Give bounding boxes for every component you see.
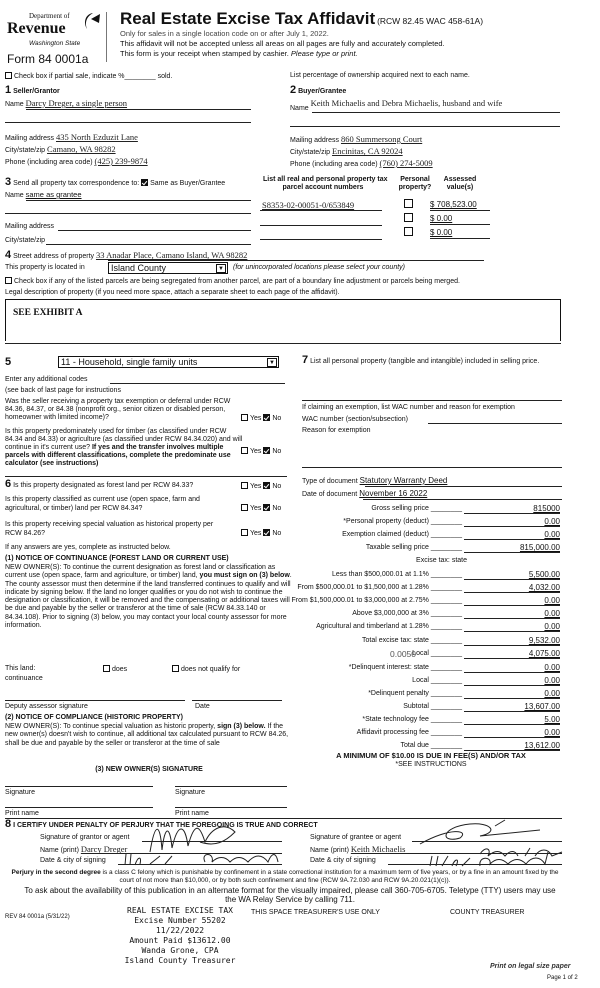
tax-row-label: Taxable selling price ________ (365, 544, 462, 551)
parcel-header (263, 176, 388, 192)
county-select[interactable] (108, 262, 228, 274)
notice-continuance-text (5, 564, 293, 630)
tax-row (300, 702, 562, 712)
section-num: 2 (290, 84, 297, 96)
use-code-value: 11 - Household, single family units (61, 357, 198, 367)
handwritten-signatures (0, 812, 600, 872)
section-num: 5 (5, 356, 12, 368)
tax-row-value[interactable]: 0.00 (464, 517, 560, 527)
no-checkbox[interactable] (263, 482, 270, 489)
tax-row (300, 741, 562, 751)
codes-label: Enter any additional codes (5, 376, 88, 383)
yes-checkbox[interactable] (241, 447, 248, 454)
personal-property-field[interactable] (302, 400, 562, 401)
label: Name (290, 105, 309, 112)
tax-row-value[interactable]: 0.00 (464, 622, 560, 632)
grantor-name[interactable]: Darcy Dreger (80, 844, 128, 854)
q-text: Is this property designated as forest land per RCW 84.33? (13, 482, 194, 489)
perjury-notice (5, 869, 565, 884)
deputy-date-field[interactable] (192, 700, 282, 701)
label: Type of document (302, 478, 358, 485)
grantee-signature-label: Signature of grantee or agent (310, 834, 402, 841)
tax-row-label: Local ________ (412, 677, 462, 684)
label: Phone (including area code) (5, 159, 93, 166)
same-as-buyer-label: Same as Buyer/Grantee (150, 180, 226, 187)
header-line3-text: This form is your receipt when stamped by cashier. (120, 49, 289, 58)
notice-compliance-title: (2) NOTICE OF COMPLIANCE (HISTORIC PROPERTY) (5, 714, 183, 721)
stamp-line: 11/22/2022 (155, 926, 205, 935)
parcel-number[interactable]: S8353-02-00051-0/653849 (262, 200, 355, 210)
yes-label: Yes (250, 505, 262, 512)
header-line1: Only for sales in a single location code on or after July 1, 2022. (120, 29, 329, 38)
exemption-note: If claiming an exemption, list WAC number and reason for exemption (302, 404, 515, 411)
does-not-checkbox[interactable] (172, 665, 179, 672)
seller-phone-row (5, 157, 148, 167)
section-num: 1 (5, 84, 12, 96)
no-label: No (272, 448, 282, 455)
grantee-name[interactable]: Keith Michaelis (350, 844, 406, 854)
current-use-question: Is this property classified as current use (open space, farm and agricultural, or timber) land per RCW 84.34? (5, 496, 200, 512)
buyer-phone-row (290, 159, 433, 169)
t: you must sign on (3) below (199, 572, 290, 580)
tax-row-value[interactable]: 0.00 (464, 609, 560, 619)
located-label: This property is located in (5, 264, 85, 271)
assessed-header (435, 176, 485, 192)
corr-heading (5, 178, 225, 188)
print-name-field[interactable] (175, 807, 287, 808)
no-label: No (272, 483, 282, 490)
label: Mailing address (290, 137, 340, 144)
divider (5, 343, 561, 344)
property-street[interactable]: 33 Anadar Place, Camano Island, WA 98282 (95, 250, 248, 260)
tax-row (300, 609, 562, 619)
tax-row (291, 596, 562, 606)
header-divider (106, 12, 107, 62)
revenue-logo-icon (81, 10, 101, 34)
h: Assessed (443, 176, 477, 183)
line (363, 499, 562, 500)
seller-name[interactable]: Darcy Dreger, a single person (25, 98, 128, 108)
q2-bold: If yes and the transfer involves multiple parcels with different classifications, complete the predominate use calculator (see instructions) (5, 444, 231, 467)
no-checkbox[interactable] (263, 529, 270, 536)
t: is a class C felony which is punishable by confinement in a state correctional institution for a maximum term of five years, or by a fine in an amount fixed by the court of not more than $10,000, or by both such confinement and fine (RCW 9A.72.030 and RCW 9A.20.021(1)(c)). (102, 869, 559, 884)
label: City/state/zip (5, 147, 46, 154)
grantee-signature (420, 820, 540, 844)
stamp-line: Amount Paid $13612.00 (129, 936, 231, 945)
yes-label: Yes (250, 483, 262, 490)
wac-field[interactable] (428, 423, 562, 424)
section-num: 7 (302, 354, 309, 366)
does-not-option (172, 665, 240, 674)
partial-sale: Check box if partial sale, indicate %________ sold. (5, 72, 172, 81)
label: Date of document (302, 491, 358, 498)
corr-city-field[interactable] (46, 244, 251, 245)
revision: REV 84 0001a (5/31/22) (5, 914, 70, 920)
no-checkbox[interactable] (263, 447, 270, 454)
accessibility-notice: To ask about the availability of this publication in an alternate format for the visually impaired, please call 360-705-6705. Teletype (TTY) users may use the WA Relay Service by calling 711. (24, 886, 556, 904)
deputy-label: Deputy assessor signature (5, 703, 88, 710)
forest-question (5, 480, 193, 490)
doc-type-row (302, 477, 447, 486)
buyer-name-row (290, 98, 503, 112)
line (290, 126, 560, 127)
yes-checkbox[interactable] (241, 504, 248, 511)
personal-checkbox[interactable] (404, 227, 415, 238)
corr-mail-label: Mailing address (5, 223, 55, 230)
codes-note: (see back of last page for instructions (5, 387, 121, 394)
q-historical-yes-no (241, 529, 281, 538)
doc-type[interactable]: Statutory Warranty Deed (359, 476, 448, 485)
does-not-label: does not qualify for (181, 666, 241, 673)
assessed-value[interactable]: $ 708,523.00 (430, 200, 477, 209)
h: value(s) (446, 184, 474, 191)
h: parcel account numbers (282, 184, 364, 191)
label: Street address of property (13, 253, 95, 260)
tax-row-value[interactable]: 5.00 (464, 715, 560, 725)
stamp-line: REAL ESTATE EXCISE TAX (127, 906, 233, 915)
tax-row (300, 636, 562, 646)
logo-dept: Department of (29, 12, 70, 20)
if-yes-note: If any answers are yes, complete as instructed below. (5, 544, 171, 551)
tax-row-label: *Personal property (deduct) ________ (343, 518, 462, 525)
chevron-down-icon[interactable]: ▼ (267, 358, 277, 367)
tax-row (300, 556, 562, 566)
tax-row (300, 663, 562, 673)
deputy-signature-field[interactable] (5, 700, 185, 701)
new-owner-signature-title: (3) NEW OWNER(S) SIGNATURE (95, 766, 203, 773)
t: NEW OWNER(S): To continue the current designation as forest land or classification as current use (open space, farm and agriculture, or timber) land, (5, 564, 276, 580)
tax-row (300, 689, 562, 699)
tax-row-value[interactable]: 815000 (464, 504, 560, 514)
notice-continuance-title: (1) NOTICE OF CONTINUANCE (FOREST LAND OR CURRENT USE) (5, 555, 229, 562)
t: NEW OWNER(S): To continue special valuation as historic property, (5, 723, 216, 730)
doc-date-row (302, 490, 427, 499)
dor-logo (5, 8, 103, 68)
parcel-number[interactable] (260, 239, 382, 240)
same-as-buyer-checkbox[interactable] (141, 179, 148, 186)
t: If the new owner(s) doesn't wish to continue, all additional tax calculated pursuant to RCW 84.26, shall be due and payable by the seller or transferor at the time of sale (5, 723, 289, 747)
reason-field[interactable] (302, 467, 562, 468)
partial-sale-checkbox[interactable] (5, 72, 12, 79)
tax-row (300, 676, 562, 686)
tax-row-label: Total due ________ (400, 742, 462, 749)
buyer-city-row (290, 147, 403, 157)
timber-question (5, 428, 245, 468)
chevron-down-icon[interactable]: ▼ (216, 264, 226, 273)
print-name-label: Print name (5, 810, 39, 817)
tax-row-value[interactable]: 9,532.00 (464, 636, 560, 646)
line (260, 210, 382, 211)
tax-row-label: From $500,000.01 to $1,500,000 at 1.28% ________ (297, 584, 462, 591)
stamp-line: Wanda Grone, CPA (141, 946, 219, 955)
tax-row-value[interactable]: 815,000.00 (464, 543, 560, 553)
tax-row-value[interactable]: 0.00 (464, 689, 560, 699)
seller-name-row (5, 99, 127, 109)
tax-row-label: Total excise tax: state ________ (361, 637, 462, 644)
assessed-value[interactable]: $ 0.00 (430, 214, 453, 223)
partial-sold: sold. (157, 73, 173, 80)
grantor-signature (150, 827, 235, 852)
form-number: Form 84 0001a (7, 52, 89, 66)
seller-mail[interactable]: 435 North Ezduzit Lane (55, 132, 138, 142)
tax-row-value[interactable]: 4,075.00 (464, 649, 560, 659)
personal-header (395, 176, 435, 192)
tax-row (300, 517, 562, 527)
no-checkbox[interactable] (263, 504, 270, 511)
buyer-title: Buyer/Grantee (298, 88, 347, 95)
exemption-question: Was the seller receiving a property tax exemption or deferral under RCW 84.36, 84.37, or 84.38 (nonprofit org., senior citizen or disabled person, homeowner with limited income)? (5, 398, 231, 421)
tax-row-label: Gross selling price ________ (371, 505, 462, 512)
buyer-mail-row (290, 135, 422, 145)
does-label: does (112, 666, 128, 673)
tax-row-value[interactable]: 0.00 (464, 728, 560, 738)
tax-row-label: Subtotal ________ (403, 703, 462, 710)
buyer-name[interactable]: Keith Michaelis and Debra Michaelis, husband and wife (310, 98, 503, 108)
line (312, 112, 560, 113)
continuance-label: continuance (5, 675, 43, 682)
personal-property-label (302, 356, 564, 366)
line (26, 109, 251, 110)
label: Name (5, 101, 24, 108)
corr-mail-field[interactable] (58, 230, 251, 231)
q2-text: Is this property predominately used for timber (as classified under RCW 84.34 and 84.33) or agriculture (as classified under RCW 84.34.020) and will continue in it's current use? (5, 428, 243, 451)
h: Personal (400, 176, 430, 183)
tax-row (300, 649, 562, 659)
divider (5, 476, 287, 477)
t: I CERTIFY UNDER PENALTY OF PERJURY THAT THE FOREGOING IS TRUE AND CORRECT (13, 822, 318, 829)
tax-row-label: *Delinquent interest: state ________ (348, 664, 462, 671)
section-num: 4 (5, 249, 12, 261)
legal-description: SEE EXHIBIT A (13, 308, 83, 318)
tax-row-label: Less than $500,000.01 at 1.1% ________ (332, 571, 462, 578)
buyer-city[interactable]: Encinitas, CA 92024 (332, 146, 403, 156)
tax-row-value[interactable]: 13,612.00 (464, 741, 560, 751)
stamp-line: Island County Treasurer (124, 956, 236, 965)
title-rcw: (RCW 82.45 WAC 458-61A) (377, 16, 484, 26)
buyer-phone[interactable]: (760) 274-5009 (379, 158, 433, 168)
q-current-yes-no (241, 504, 281, 513)
section-num: 8 (5, 818, 12, 830)
tax-row-value[interactable]: 0.00 (464, 663, 560, 673)
segregated-checkbox[interactable] (5, 277, 12, 284)
parcel-number[interactable] (260, 225, 382, 226)
tax-row-label: Affidavit processing fee ________ (356, 729, 462, 736)
personal-checkbox[interactable] (404, 199, 415, 210)
seller-heading (5, 86, 60, 96)
seller-city-row (5, 145, 116, 155)
signature-label: Signature (175, 789, 205, 796)
logo-state: Washington State (29, 40, 81, 47)
label: City/state/zip (290, 149, 331, 156)
tax-row (300, 543, 562, 553)
county-note: (for unincorporated locations please select your county) (233, 264, 405, 271)
county-value: Island County (111, 263, 167, 273)
owner-signature-field[interactable] (175, 786, 287, 787)
seller-phone[interactable]: (425) 239-9874 (94, 156, 148, 166)
line (26, 200, 251, 201)
ownership-note: List percentage of ownership acquired next to each name. (290, 72, 470, 79)
tax-row (300, 715, 562, 725)
print-name-field[interactable] (5, 807, 153, 808)
no-checkbox[interactable] (263, 414, 270, 421)
grantor-date-label: Date & city of signing (40, 857, 106, 864)
buyer-heading (290, 86, 346, 96)
historical-question: Is this property receiving special valuation as historical property per RCW 84.26? (5, 521, 214, 537)
does-checkbox[interactable] (103, 665, 110, 672)
tax-row-label: *State technology fee ________ (362, 716, 462, 723)
tax-row-value[interactable]: 5,500.00 (464, 570, 560, 580)
line (365, 486, 562, 487)
line (5, 122, 251, 123)
checkbox[interactable] (404, 227, 413, 236)
tax-row (300, 570, 562, 580)
tax-row (300, 504, 562, 514)
line (430, 210, 490, 211)
tax-row (297, 583, 562, 593)
tax-row-label: From $1,500,000.01 to $3,000,000 at 2.75% ________ (291, 597, 462, 604)
header-line2: This affidavit will not be accepted unless all areas on all pages are fully and accurately completed. (120, 39, 445, 48)
tax-row-label: Exemption claimed (deduct) ________ (342, 531, 462, 538)
no-label: No (272, 415, 282, 422)
yes-checkbox[interactable] (241, 482, 248, 489)
tax-row (300, 622, 562, 632)
treasurer-stamp (110, 906, 250, 966)
partial-label: Check box if partial sale, indicate % (14, 73, 125, 80)
section-num: 6 (5, 478, 12, 490)
segregated-row (5, 277, 460, 286)
no-label: No (272, 505, 282, 512)
stamp-line: Excise Number 55202 (134, 916, 226, 925)
assessed-value[interactable]: $ 0.00 (430, 228, 453, 237)
local-rate[interactable]: 0.0050 (390, 649, 416, 659)
no-label: No (272, 530, 282, 537)
seller-city[interactable]: Camano, WA 98282 (47, 144, 116, 154)
grantor-date-city-handwriting (125, 854, 278, 865)
line (5, 213, 251, 214)
buyer-mail[interactable]: 860 Summersong Court (340, 134, 423, 144)
yes-label: Yes (250, 415, 262, 422)
county-treasurer: COUNTY TREASURER (450, 909, 525, 916)
label: Name (print) (40, 847, 79, 854)
yes-label: Yes (250, 530, 262, 537)
label: Name (print) (310, 847, 349, 854)
does-option (103, 665, 127, 674)
t: sign (3) below. (217, 723, 266, 730)
logo-revenue: Revenue (7, 20, 66, 37)
grantor-signature-label: Signature of grantor or agent (40, 834, 130, 841)
page-number: Page 1 of 2 (547, 975, 578, 981)
tax-row-value[interactable]: 0.00 (464, 530, 560, 540)
additional-codes-field[interactable] (110, 383, 285, 384)
line (108, 260, 484, 261)
legal-label: Legal description of property (if you need more space, attach a separate sheet to each page of the affidavit). (5, 289, 340, 296)
yes-checkbox[interactable] (241, 529, 248, 536)
wac-label: WAC number (section/subsection) (302, 416, 408, 423)
legal-description-box[interactable] (5, 299, 561, 341)
tax-row (300, 728, 562, 738)
notice-compliance-text (5, 723, 293, 748)
checkbox[interactable] (404, 213, 413, 222)
legal-paper-note: Print on legal size paper (490, 963, 571, 970)
segregated-label: Check box if any of the listed parcels are being segregated from another parcel, are part of a boundary line adjustment or parcels being merged. (14, 278, 460, 285)
see-instructions: *SEE INSTRUCTIONS (395, 761, 467, 768)
section-num: 3 (5, 176, 12, 188)
tax-row-label: *Delinquent penalty ________ (368, 690, 462, 697)
grantee-name-handwriting (480, 848, 562, 856)
header-line3 (120, 50, 358, 58)
personal-checkbox[interactable] (404, 213, 415, 224)
date-label: Date (195, 703, 210, 710)
signature-label: Signature (5, 789, 35, 796)
minimum-notice: A MINIMUM OF $10.00 IS DUE IN FEE(S) AND/OR TAX (336, 751, 526, 760)
label: Name (5, 192, 24, 199)
reason-label: Reason for exemption (302, 427, 371, 434)
yes-label: Yes (250, 448, 262, 455)
line (430, 238, 490, 239)
tax-row-label: Agricultural and timberland at 1.28% ________ (316, 623, 462, 630)
tax-row-value[interactable]: 4,032.00 (464, 583, 560, 593)
use-code-select[interactable] (58, 356, 279, 368)
doc-date[interactable]: November 16 2022 (359, 489, 428, 498)
q2-yes-no (241, 447, 281, 456)
tax-row-value[interactable]: 13,607.00 (464, 702, 560, 712)
tax-row-label: Local ________ (412, 650, 462, 657)
h: property? (398, 184, 432, 191)
q1-yes-no (241, 414, 281, 423)
treasurer-use-only: THIS SPACE TREASURER'S USE ONLY (251, 909, 380, 916)
label: Mailing address (5, 135, 55, 142)
tax-row-value[interactable]: 0.00 (464, 596, 560, 606)
corr-label: Send all property tax correspondence to: (13, 180, 140, 187)
this-land-label: This land: (5, 665, 36, 672)
yes-checkbox[interactable] (241, 414, 248, 421)
t: . The county assessor must then determine if the land transferred continues to qualify and will indicate by signing below. If the land no longer qualifies or you do not wish to continue the designation or classification, it will be removed and the compensating or additional taxes will be due and payable by the seller or transferor at the time of sale (RCW 84.33.140 or 84.34.108). Prior to signing (3) below, you may contact your local county assessor for more information. (5, 572, 292, 630)
tax-row-label: Above $3,000,000 at 3% ________ (352, 610, 462, 617)
line (430, 224, 490, 225)
title-text: Real Estate Excise Tax Affidavit (120, 9, 376, 28)
corr-city-label: City/state/zip (5, 237, 46, 244)
print-name-label: Print name (175, 810, 209, 817)
seller-title: Seller/Grantor (13, 88, 60, 95)
label: Phone (including area code) (290, 161, 378, 168)
t: List all personal property (tangible and intangible) included in selling price. (310, 358, 540, 365)
corr-name-row (5, 191, 82, 200)
seller-mail-row (5, 133, 138, 143)
owner-signature-field[interactable] (5, 786, 153, 787)
tax-row-value[interactable]: 0.00 (464, 676, 560, 686)
grantee-date-label: Date & city of signing (310, 857, 376, 864)
corr-name[interactable]: same as grantee (25, 190, 82, 199)
tax-row (300, 530, 562, 540)
h: List all real and personal property tax (263, 176, 388, 183)
checkbox[interactable] (404, 199, 413, 208)
header-line3-italic: Please type or print. (290, 49, 358, 58)
tax-row-label: Excise tax: state (416, 557, 467, 564)
t: Perjury in the second degree (11, 869, 101, 876)
q-forest-yes-no (241, 482, 281, 491)
